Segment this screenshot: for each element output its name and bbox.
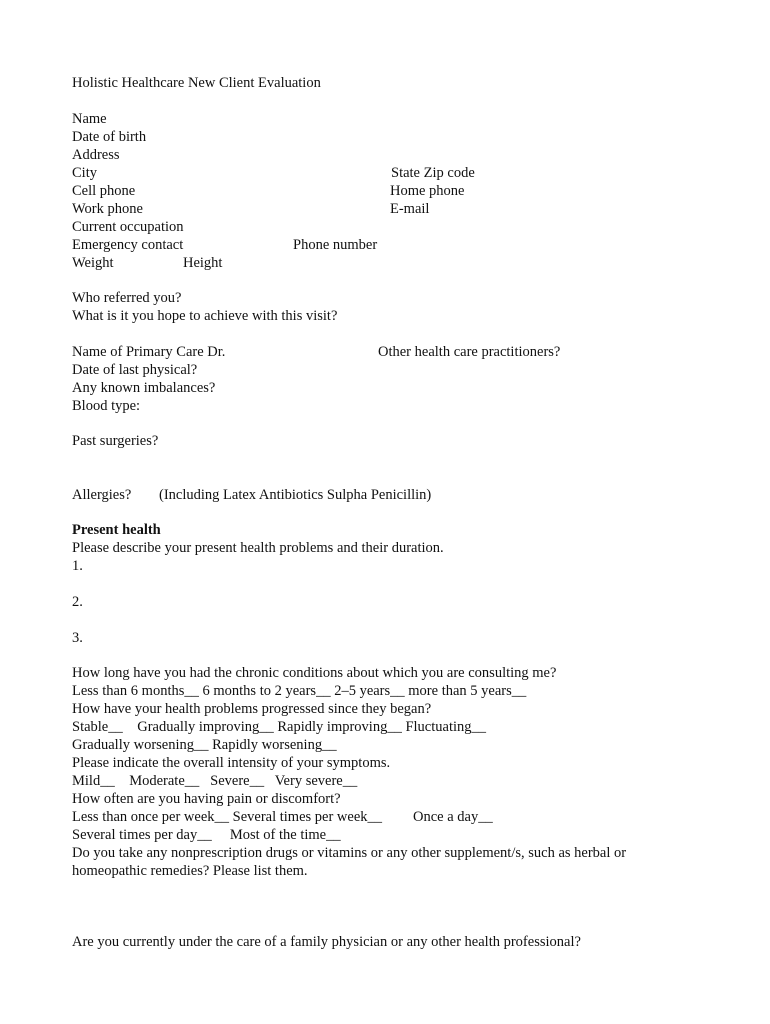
health-problem-item: 1.	[72, 558, 83, 574]
allergies-label: Allergies?	[72, 487, 132, 503]
emergency-contact-label: Emergency contact	[72, 237, 184, 253]
address-label: Address	[72, 147, 120, 163]
health-problem-item: 3.	[72, 630, 83, 646]
pain-frequency-options: Less than once per week__ Several times per week__	[72, 809, 383, 825]
supplements-question-continued: homeopathic remedies? Please list them.	[72, 863, 308, 879]
state-zip-label: State Zip code	[391, 165, 475, 181]
referral-question: Who referred you?	[72, 290, 182, 306]
imbalances-label: Any known imbalances?	[72, 380, 216, 396]
progression-options-continued: Gradually worsening__ Rapidly worsening__	[72, 737, 337, 753]
work-phone-label: Work phone	[72, 201, 143, 217]
occupation-label: Current occupation	[72, 219, 184, 235]
intensity-question: Please indicate the overall intensity of your symptoms.	[72, 755, 391, 771]
health-problem-item: 2.	[72, 594, 83, 610]
home-phone-label: Home phone	[390, 183, 465, 199]
blood-type-label: Blood type:	[72, 398, 141, 414]
primary-dr-label: Name of Primary Care Dr.	[72, 344, 226, 360]
email-label: E-mail	[390, 201, 430, 217]
present-health-heading: Present health	[72, 522, 161, 538]
past-surgeries-label: Past surgeries?	[72, 433, 159, 449]
intensity-options: Mild__ Moderate__ Severe__ Very severe__	[72, 773, 358, 789]
chronic-duration-options: Less than 6 months__ 6 months to 2 years__ 2–5 years__ more than 5 years__	[72, 683, 527, 699]
progression-options: Stable__ Gradually improving__ Rapidly improving__ Fluctuating__	[72, 719, 487, 735]
other-practitioners-label: Other health care practitioners?	[378, 344, 561, 360]
phone-number-label: Phone number	[293, 237, 378, 253]
dob-label: Date of birth	[72, 129, 147, 145]
pain-frequency-options-continued: Several times per day__ Most of the time__	[72, 827, 341, 843]
allergies-note: (Including Latex Antibiotics Sulpha Penicillin)	[159, 487, 432, 503]
form-title: Holistic Healthcare New Client Evaluation	[72, 75, 321, 91]
pain-frequency-question: How often are you having pain or discomfort?	[72, 791, 341, 807]
name-label: Name	[72, 111, 107, 127]
present-health-instructions: Please describe your present health problems and their duration.	[72, 540, 444, 556]
progression-question: How have your health problems progressed since they began?	[72, 701, 432, 717]
cell-phone-label: Cell phone	[72, 183, 136, 199]
last-physical-label: Date of last physical?	[72, 362, 198, 378]
height-label: Height	[183, 255, 223, 271]
pain-frequency-option-daily: Once a day__	[413, 809, 493, 825]
visit-goal-question: What is it you hope to achieve with this visit?	[72, 308, 338, 324]
city-label: City	[72, 165, 97, 181]
supplements-question: Do you take any nonprescription drugs or vitamins or any other supplement/s, such as herbal or	[72, 845, 627, 861]
chronic-duration-question: How long have you had the chronic conditions about which you are consulting me?	[72, 665, 557, 681]
physician-care-question: Are you currently under the care of a family physician or any other health professional?	[72, 934, 581, 950]
weight-label: Weight	[72, 255, 114, 271]
